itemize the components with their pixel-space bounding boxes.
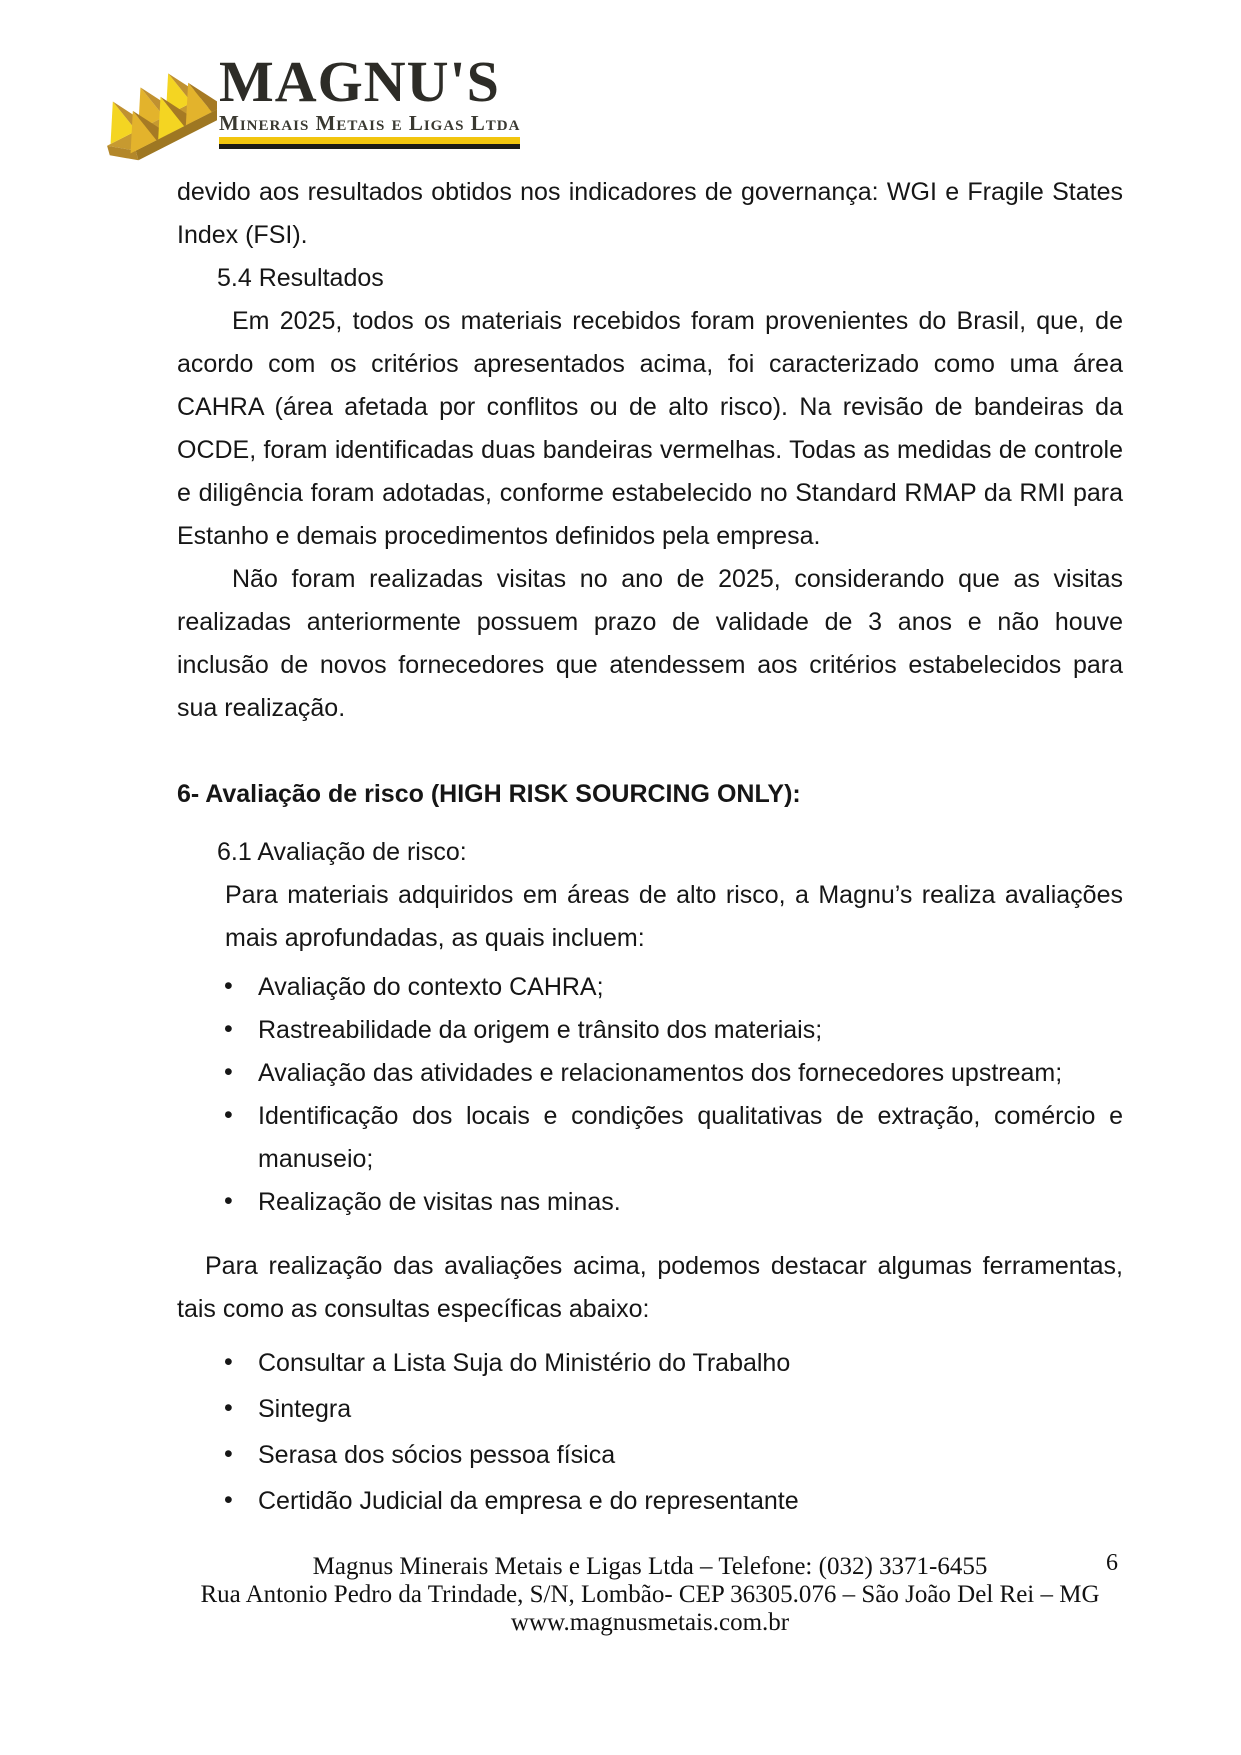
risk-assessment-list bbox=[258, 966, 1123, 1224]
section-6-heading: 6- Avaliação de risco (HIGH RISK SOURCING ONLY): bbox=[177, 780, 801, 808]
document-body bbox=[177, 171, 1123, 1526]
logo-text-block bbox=[219, 34, 520, 149]
paragraph-intro-continuation: devido aos resultados obtidos nos indicadores de governança: WGI e Fragile States Index (FSI). bbox=[177, 178, 1123, 249]
paragraph-results-1: Em 2025, todos os materiais recebidos foram provenientes do Brasil, que, de acordo com os critérios apresentados acima, foi caracterizado como uma área CAHRA (área afetada por conflitos ou de alto risco). Na revisão de bandeiras da OCDE, foram identificadas duas bandeiras vermelhas. Todas as medidas de controle e diligência foram adotadas, conforme estabelecido no Standard RMAP da RMI para Estanho e demais procedimentos definidos pela empresa. bbox=[177, 307, 1123, 550]
consultation-tools-list bbox=[258, 1342, 1123, 1523]
footer-website: www.magnusmetais.com.br bbox=[510, 1609, 790, 1636]
list-item: • Realização de visitas nas minas. bbox=[258, 1181, 1123, 1224]
paragraph-tools-intro: Para realização das avaliações acima, podemos destacar algumas ferramentas, tais como as consultas específicas abaixo: bbox=[177, 1252, 1123, 1323]
brand-subtitle: Minerais Metais e Ligas Ltda bbox=[219, 111, 521, 135]
footer-address: Rua Antonio Pedro da Trindade, S/N, Lombão- CEP 36305.076 – São João Del Rei – MG bbox=[200, 1581, 1100, 1608]
list-item: • Rastreabilidade da origem e trânsito dos materiais; bbox=[258, 1009, 1123, 1052]
gold-ingots-icon bbox=[85, 34, 217, 162]
list-item: • Certidão Judicial da empresa e do representante bbox=[258, 1480, 1123, 1523]
list-item: • Consultar a Lista Suja do Ministério do Trabalho bbox=[258, 1342, 1123, 1385]
list-item: • Identificação dos locais e condições qualitativas de extração, comércio e manuseio; bbox=[258, 1095, 1123, 1181]
logo-black-bar bbox=[219, 144, 520, 149]
paragraph-results-2: Não foram realizadas visitas no ano de 2025, considerando que as visitas realizadas anteriormente possuem prazo de validade de 3 anos e não houve inclusão de novos fornecedores que atendessem aos critérios estabelecidos para sua realização. bbox=[177, 565, 1123, 722]
page-footer bbox=[177, 1553, 1123, 1637]
section-6-1-title: 6.1 Avaliação de risco: bbox=[217, 838, 467, 866]
list-item: • Sintegra bbox=[258, 1388, 1123, 1431]
footer-company-phone: Magnus Minerais Metais e Ligas Ltda – Telefone: (032) 3371-6455 bbox=[312, 1553, 988, 1580]
logo-gold-bar bbox=[219, 137, 520, 144]
brand-wordmark: MAGNU'S bbox=[219, 49, 500, 114]
page-number: 6 bbox=[1106, 1550, 1118, 1576]
section-5-4-title: 5.4 Resultados bbox=[217, 264, 384, 292]
company-logo bbox=[85, 34, 520, 162]
list-item: • Avaliação das atividades e relacionamentos dos fornecedores upstream; bbox=[258, 1052, 1123, 1095]
list-item: • Serasa dos sócios pessoa física bbox=[258, 1434, 1123, 1477]
paragraph-6-1-intro: Para materiais adquiridos em áreas de alto risco, a Magnu’s realiza avaliações mais aprofundadas, as quais incluem: bbox=[225, 881, 1123, 952]
list-item: • Avaliação do contexto CAHRA; bbox=[258, 966, 1123, 1009]
